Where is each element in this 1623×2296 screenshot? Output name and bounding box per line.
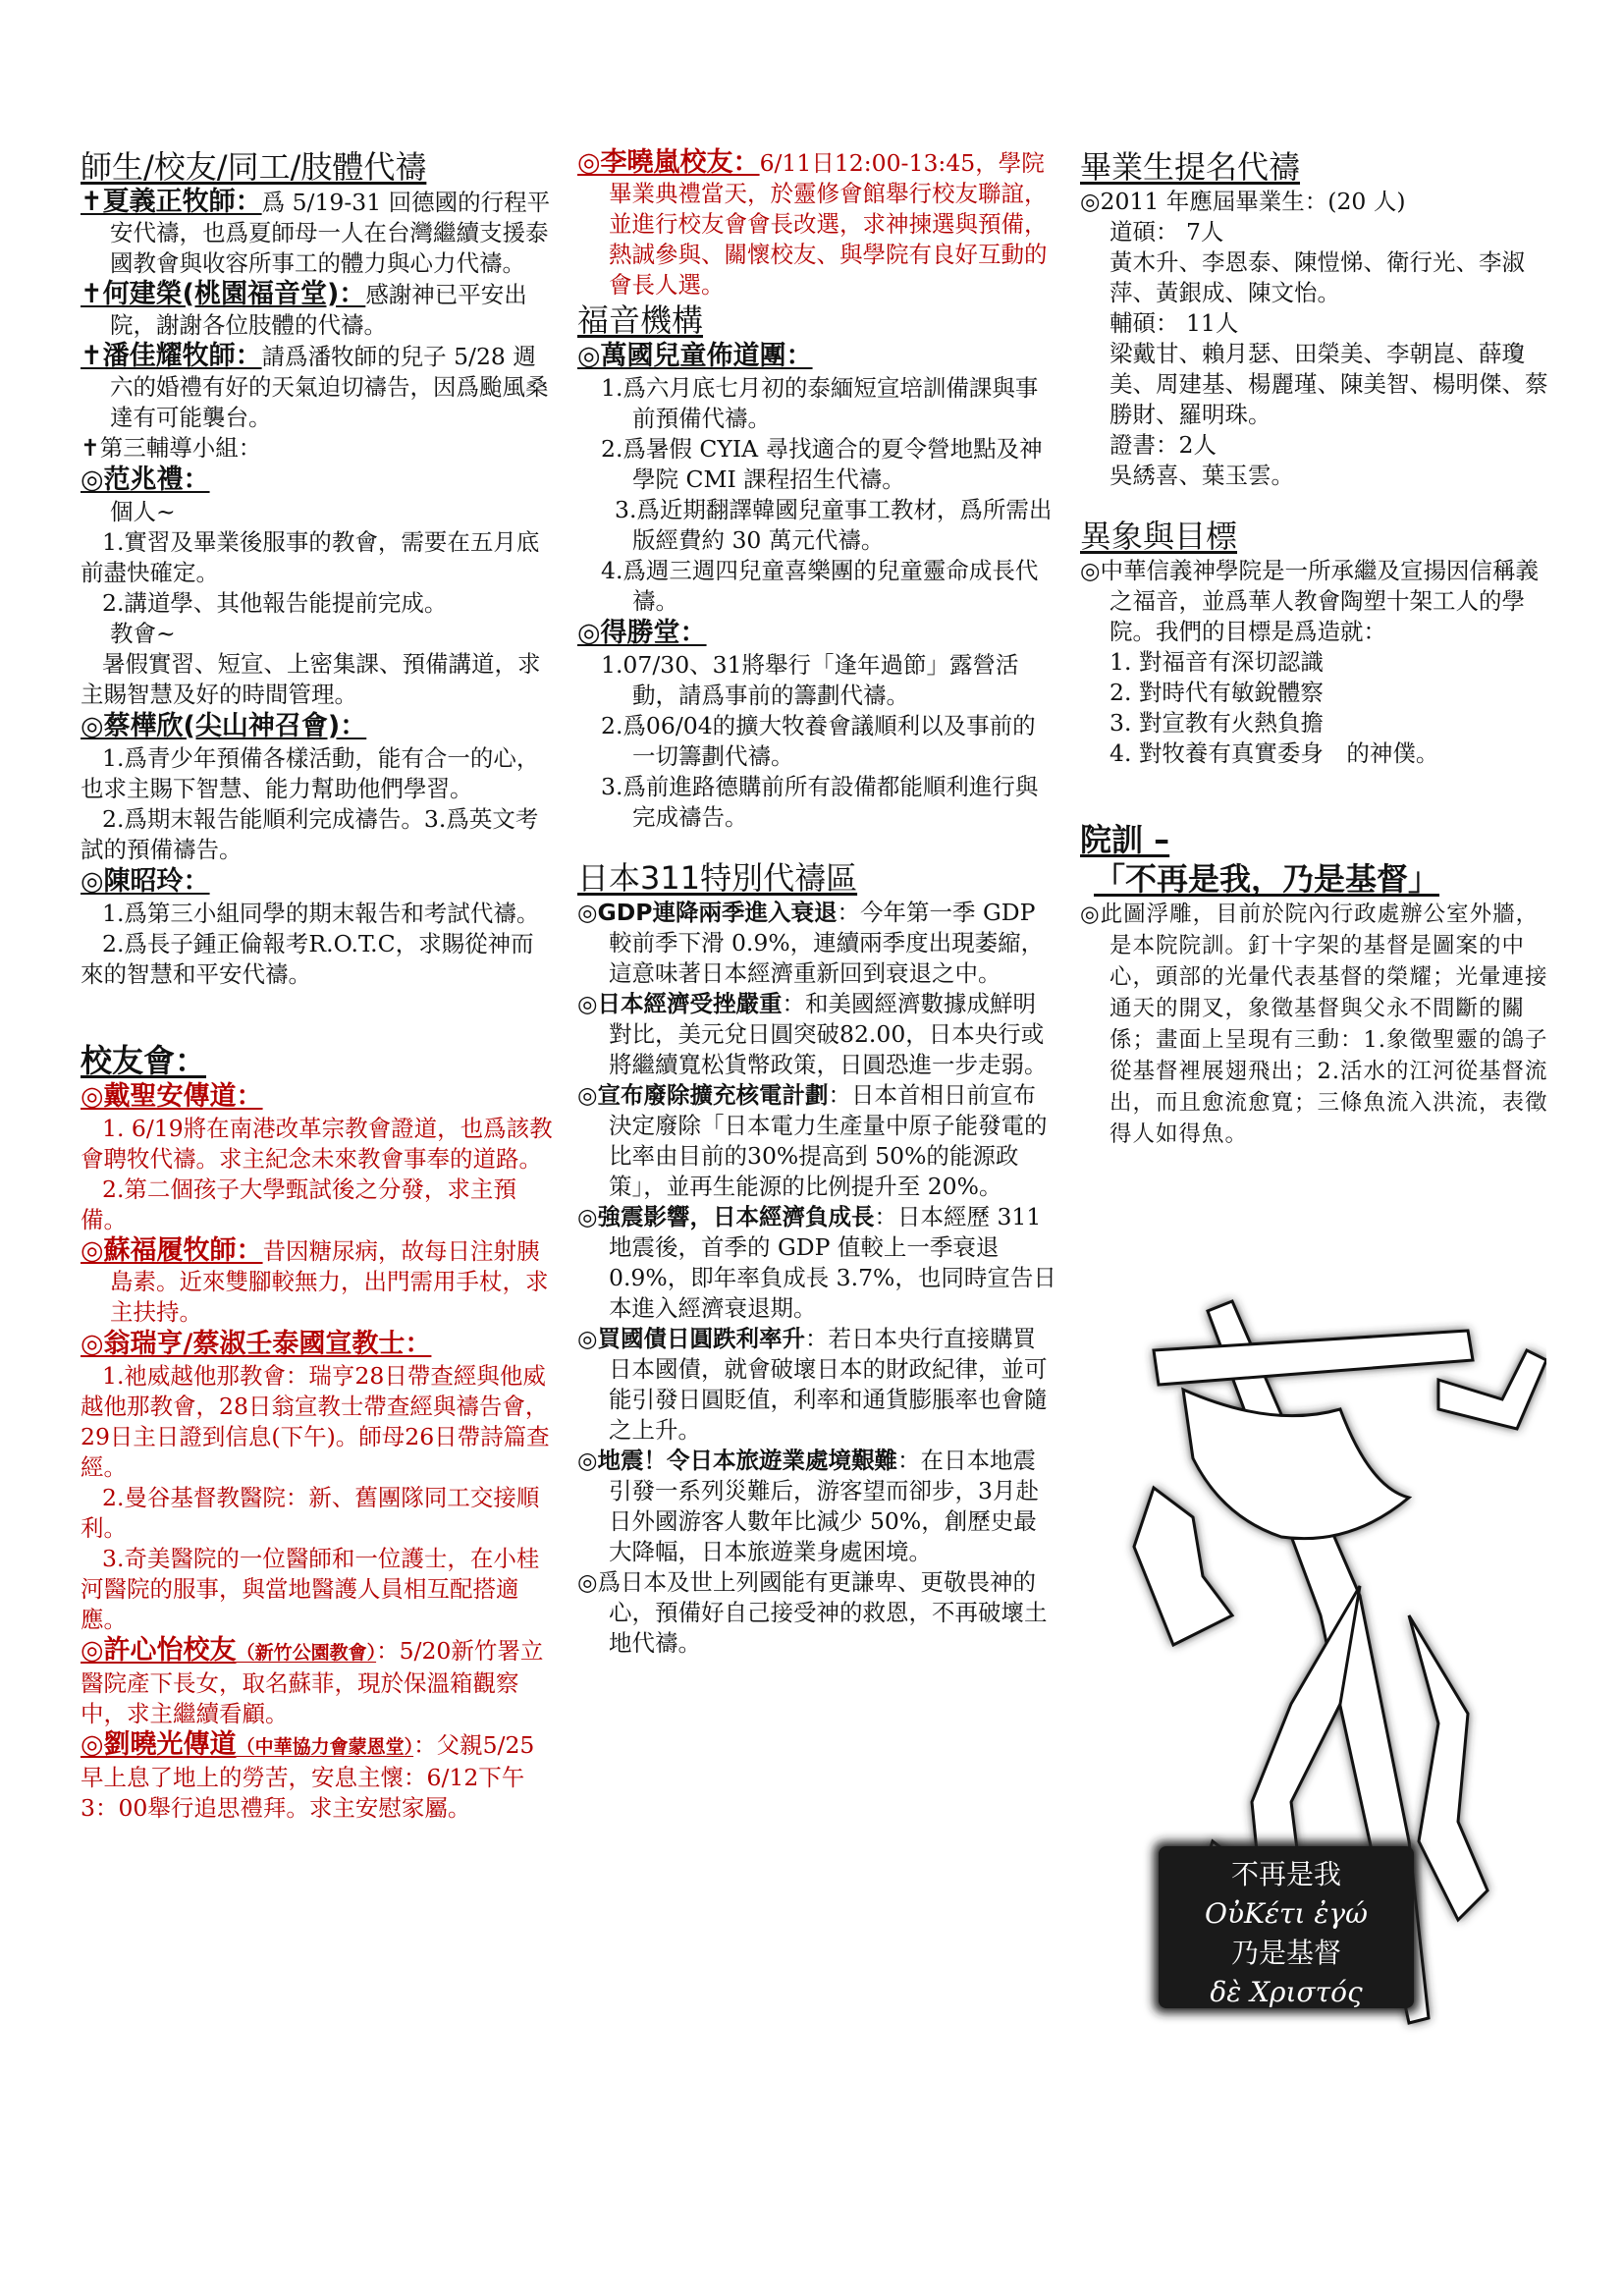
vision-goal: 3. 對宣教有火熱負擔 bbox=[1109, 709, 1324, 737]
prayer-item: ◎許心怡校友（新竹公園教會）：5/20新竹署立醫院產下長女，取名蘇菲，現於保溫箱觀察中，求主繼續看顧。 bbox=[81, 1635, 544, 1727]
section-title-prayer: 師生/校友/同工/肢體代禱 bbox=[81, 148, 427, 186]
person-name: ◎陳昭玲： bbox=[81, 866, 210, 897]
prayer-line: 3.奇美醫院的一位醫師和一位護士，在小桂河醫院的服事，與當地醫護人員相互配搭適應。 bbox=[81, 1545, 540, 1633]
graduates-line: 黃木升、李恩泰、陳愷悌、衛行光、李淑萍、黃銀成、陳文怡。 bbox=[1109, 248, 1525, 306]
column-right bbox=[1080, 147, 1551, 1150]
prayer-line: 1.爲第三小組同學的期末報告和考試代禱。 bbox=[102, 900, 540, 927]
vision-goal: 1. 對福音有深切認識 bbox=[1109, 648, 1324, 676]
prayer-line: 2.爲暑假 CYIA 尋找適合的夏令營地點及神學院 CMI 課程招生代禱。 bbox=[601, 435, 1043, 493]
japan-item: ◎宣布廢除擴充核電計劃：日本首相日前宣布決定廢除「日本電力生產量中原子能發電的比率由目前的30%提高到 50%的能源政策」，並再生能源的比例提升至 20%。 bbox=[577, 1081, 1048, 1200]
person-name: ◎蔡樺欣(尖山神召會)： bbox=[81, 711, 367, 741]
japan-item: ◎地震！令日本旅遊業處境艱難：在日本地震引發一系列災難后，游客望而卻步，3月赴日外國游客人數年比減少 50%，創歷史最大降幅，日本旅遊業身處困境。 bbox=[577, 1447, 1039, 1565]
prayer-line: 2.講道學、其他報告能提前完成。 bbox=[102, 589, 448, 617]
prayer-item: ◎蘇福履牧師：昔因糖尿病，故每日注射胰島素。近來雙腳較無力，出門需用手杖，求主扶持。 bbox=[81, 1235, 549, 1326]
japan-item: ◎買國債日圓跌利率升：若日本央行直接購買日本國債，就會破壞日本的財政紀律，並可能引發日圓貶值，利率和通貨膨脹率也會隨之上升。 bbox=[577, 1325, 1048, 1444]
emblem-text-4: δὲ Χριστός bbox=[1210, 1976, 1363, 2008]
section-title-motto: 院訓 – bbox=[1080, 821, 1170, 858]
emblem-text-3: 乃是基督 bbox=[1230, 1937, 1342, 1969]
prayer-item: ◎劉曉光傳道（中華協力會蒙恩堂）：父親5/25早上息了地上的勞苦，安息主懷：6/12下午3：00舉行追思禮拜。求主安慰家屬。 bbox=[81, 1729, 535, 1822]
section-title-alumni: 校友會： bbox=[81, 1042, 207, 1079]
section-title-graduates: 畢業生提名代禱 bbox=[1080, 148, 1301, 186]
prayer-line: 3.爲前進路德購前所有設備都能順利進行與完成禱告。 bbox=[601, 773, 1039, 831]
emblem-text-2: ΟὐΚέτι ἐγώ bbox=[1205, 1897, 1368, 1930]
prayer-line: 4.爲週三週四兒童喜樂團的兒童靈命成長代禱。 bbox=[601, 557, 1039, 615]
prayer-line: 2.曼谷基督教醫院：新、舊團隊同工交接順利。 bbox=[81, 1484, 540, 1542]
prayer-line: 2.爲期末報告能順利完成禱告。3.爲英文考試的預備禱告。 bbox=[81, 805, 539, 863]
prayer-line: 3.爲近期翻譯韓國兒童事工教材，爲所需出版經費約 30 萬元代禱。 bbox=[615, 496, 1053, 554]
graduates-line: 道碩： 7人 bbox=[1109, 218, 1224, 246]
prayer-line: 教會~ bbox=[110, 620, 176, 647]
prayer-line: 1.祂威越他那教會：瑞亨28日帶查經與他威越他那教會，28日翁宣教士帶查經與禱告會，29日主日證到信息(下午)。師母26日帶詩篇查經。 bbox=[81, 1362, 550, 1481]
emblem-text-1: 不再是我 bbox=[1230, 1858, 1342, 1890]
cross-relief-emblem bbox=[1114, 1291, 1546, 2038]
japan-item: ◎爲日本及世上列國能有更謙卑、更敬畏神的心，預備好自己接受神的救恩，不再破壞土地代禱。 bbox=[577, 1568, 1048, 1657]
motto-quote: 「不再是我，乃是基督」 bbox=[1094, 860, 1440, 898]
motto-description: ◎此圖浮雕，目前於院內行政處辦公室外牆，是本院院訓。釘十字架的基督是圖案的中心，頭部的光暈代表基督的榮耀；光暈連接通天的開叉，象徵基督與父永不間斷的關係；畫面上呈現有三動：1.象徵聖靈的鴿子從基督裡展翅飛出；2.活水的江河從基督流出，而且愈流愈寬；三條魚流入洪流，表徵得人如得魚。 bbox=[1080, 902, 1548, 1147]
prayer-line: 1.實習及畢業後服事的教會，需要在五月底前盡快確定。 bbox=[81, 528, 540, 586]
person-name: ◎范兆禮： bbox=[81, 465, 210, 495]
prayer-line: 1.爲六月底七月初的泰緬短宣培訓備課與事前預備代禱。 bbox=[601, 374, 1039, 432]
prayer-line: 個人~ bbox=[110, 498, 176, 525]
vision-goal: 4. 對牧養有真實委身 的神僕。 bbox=[1109, 739, 1439, 767]
japan-item: ◎日本經濟受挫嚴重：和美國經濟數據成鮮明對比，美元兌日圓突破82.00，日本央行或將繼續寬松貨幣政策，日圓恐進一步走弱。 bbox=[577, 990, 1048, 1078]
graduates-line: 吳綉喜、葉玉雲。 bbox=[1109, 462, 1294, 489]
japan-item: ◎強震影響，日本經濟負成長：日本經歷 311 地震後，首季的 GDP 值較上一季衰退 0.9%，即年率負成長 3.7%，也同時宣告日本進入經濟衰退期。 bbox=[577, 1203, 1056, 1322]
vision-intro: ◎中華信義神學院是一所承繼及宣揚因信稱義之福音，並爲華人教會陶塑十架工人的學院。我們的目標是爲造就： bbox=[1080, 557, 1540, 645]
prayer-line: 暑假實習、短宣、上密集課、預備講道，求主賜智慧及好的時間管理。 bbox=[81, 650, 541, 708]
graduates-line: 梁戴甘、賴月瑟、田榮美、李朝崑、薛瓊美、周建基、楊麗瑾、陳美智、楊明傑、蔡勝財、羅明珠。 bbox=[1109, 340, 1548, 428]
organization-name: ◎得勝堂： bbox=[577, 618, 707, 648]
prayer-item: ✝夏義正牧師：爲 5/19-31 回德國的行程平安代禱，也爲夏師母一人在台灣繼續支援泰國教會與收容所事工的體力與心力代禱。 bbox=[81, 187, 551, 277]
section-title-japan: 日本311特別代禱區 bbox=[577, 859, 858, 897]
prayer-item: ✝潘佳耀牧師：請爲潘牧師的兒子 5/28 週六的婚禮有好的天氣迫切禱告，因爲颱風桑達有可能襲台。 bbox=[81, 341, 549, 431]
column-left bbox=[81, 147, 557, 1824]
prayer-item: ◎李曉嵐校友：6/11日12:00-13:45，學院畢業典禮當天，於靈修會館舉行校友聯誼，並進行校友會會長改選，求神揀選與預備，熱誠參與、關懷校友、與學院有良好互動的會長人選。 bbox=[577, 147, 1048, 299]
prayer-line: 2.第二個孩子大學甄試後之分發，求主預備。 bbox=[81, 1175, 516, 1233]
prayer-line: 2.爲06/04的擴大牧養會議順利以及事前的一切籌劃代禱。 bbox=[601, 712, 1036, 770]
group-heading: ✝第三輔導小組： bbox=[81, 434, 262, 462]
vision-goal: 2. 對時代有敏銳體察 bbox=[1109, 679, 1324, 706]
person-name: ◎翁瑞亨/蔡淑壬泰國宣教士： bbox=[81, 1329, 432, 1359]
organization-name: ◎萬國兒童佈道團： bbox=[577, 341, 813, 371]
prayer-line: 1.爲青少年預備各樣活動，能有合一的心，也求主賜下智慧、能力幫助他們學習。 bbox=[81, 744, 540, 802]
prayer-line: 1.07/30、31將舉行「逢年過節」露營活動，請爲事前的籌劃代禱。 bbox=[601, 651, 1019, 709]
prayer-item: ✝何建榮(桃園福音堂)：感謝神已平安出院，謝謝各位肢體的代禱。 bbox=[81, 279, 527, 339]
section-title-vision: 異象與目標 bbox=[1080, 518, 1238, 555]
prayer-line: 2.爲長子鍾正倫報考R.O.T.C，求賜從神而來的智慧和平安代禱。 bbox=[81, 930, 534, 988]
column-middle bbox=[577, 147, 1058, 1659]
graduates-line: ◎2011 年應屆畢業生：(20 人) bbox=[1080, 188, 1406, 215]
graduates-line: 輔碩： 11人 bbox=[1109, 309, 1239, 337]
section-title-gospel: 福音機構 bbox=[577, 301, 704, 339]
japan-item: ◎GDP連降兩季進入衰退：今年第一季 GDP 較前季下滑 0.9%，連續兩季度出現萎縮，這意味著日本經濟重新回到衰退之中。 bbox=[577, 899, 1045, 987]
graduates-line: 證書：2人 bbox=[1109, 431, 1217, 459]
prayer-line: 1. 6/19將在南港改革宗教會證道，也爲該教會聘牧代禱。求主紀念未來教會事奉的道路。 bbox=[81, 1115, 553, 1173]
person-name: ◎戴聖安傳道： bbox=[81, 1081, 263, 1112]
